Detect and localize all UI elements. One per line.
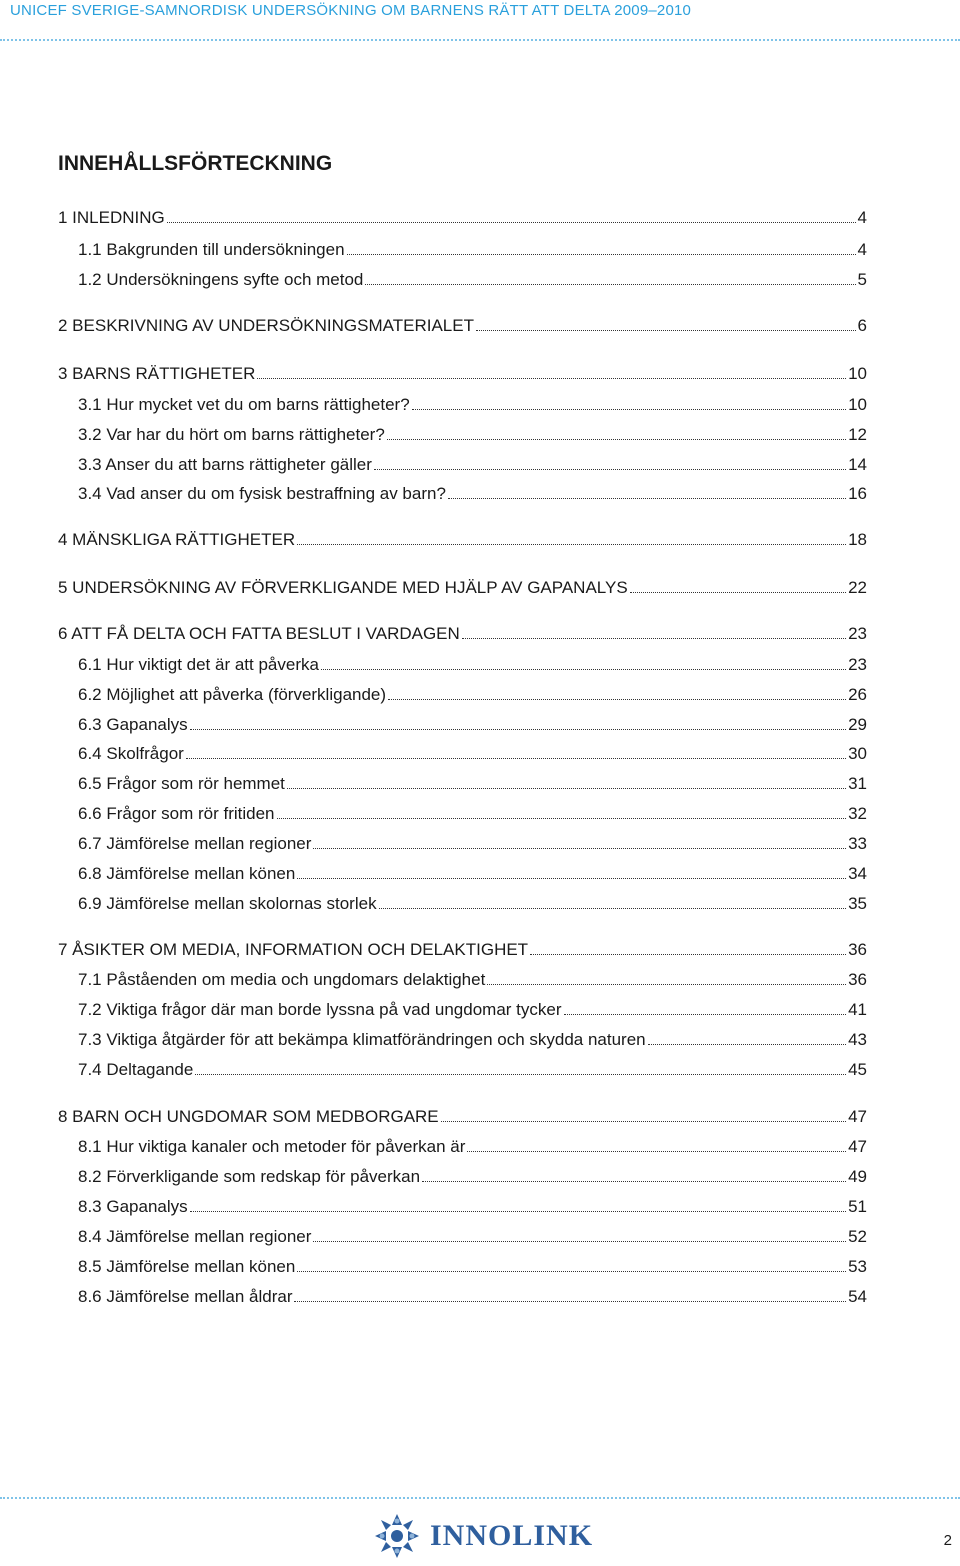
toc-entry[interactable]: 3.1 Hur mycket vet du om barns rättigheter? 10: [78, 393, 867, 417]
page-number: 2: [943, 1532, 952, 1549]
toc-page-number: 35: [848, 894, 867, 913]
toc-entry[interactable]: 7.1 Påståenden om media och ungdomars delaktighet 36: [78, 968, 867, 992]
toc-page-number: 52: [848, 1227, 867, 1246]
toc-page-number: 47: [848, 1137, 867, 1156]
toc-title: INNEHÅLLSFÖRTECKNING: [58, 152, 333, 175]
toc-page-number: 10: [848, 364, 867, 383]
toc-page-number: 14: [848, 455, 867, 474]
toc-entry[interactable]: 7 ÅSIKTER OM MEDIA, INFORMATION OCH DELAKTIGHET 36: [58, 938, 867, 962]
toc-page-number: 23: [848, 655, 867, 674]
toc-page-number: 32: [848, 804, 867, 823]
toc-entry[interactable]: 8.3 Gapanalys 51: [78, 1195, 867, 1219]
toc-page-number: 26: [848, 685, 867, 704]
toc-page-number: 4: [857, 240, 867, 259]
toc-entry[interactable]: 8.4 Jämförelse mellan regioner 52: [78, 1225, 867, 1249]
toc-page-number: 16: [848, 484, 867, 503]
toc-entry[interactable]: 6.7 Jämförelse mellan regioner 33: [78, 832, 867, 856]
toc-page-number: 51: [848, 1197, 867, 1216]
toc-entry[interactable]: 6.5 Frågor som rör hemmet 31: [78, 772, 867, 796]
toc-entry[interactable]: 6.6 Frågor som rör fritiden 32: [78, 802, 867, 826]
toc-entry[interactable]: 6.1 Hur viktigt det är att påverka 23: [78, 653, 867, 677]
toc-page-number: 29: [848, 715, 867, 734]
toc-page-number: 36: [848, 970, 867, 989]
toc-entry[interactable]: 3.4 Vad anser du om fysisk bestraffning av barn? 16: [78, 482, 867, 506]
toc-page-number: 22: [848, 578, 867, 597]
toc-entry[interactable]: 6.4 Skolfrågor 30: [78, 742, 867, 766]
toc-entry[interactable]: 7.2 Viktiga frågor där man borde lyssna på vad ungdomar tycker 41: [78, 998, 867, 1022]
innolink-logo-icon: [372, 1511, 422, 1561]
toc-page-number: 41: [848, 1000, 867, 1019]
toc-page-number: 10: [848, 395, 867, 414]
toc-entry[interactable]: 8.6 Jämförelse mellan åldrar 54: [78, 1285, 867, 1309]
toc-entry[interactable]: 8 BARN OCH UNGDOMAR SOM MEDBORGARE 47: [58, 1105, 867, 1129]
toc-page-number: 34: [848, 864, 867, 883]
toc-entry[interactable]: 6.8 Jämförelse mellan könen 34: [78, 862, 867, 886]
header-divider: [0, 39, 960, 41]
toc-entry[interactable]: 8.1 Hur viktiga kanaler och metoder för påverkan är 47: [78, 1135, 867, 1159]
toc-page-number: 12: [848, 425, 867, 444]
toc-entry[interactable]: 3.2 Var har du hört om barns rättigheter? 12: [78, 423, 867, 447]
toc-entry[interactable]: 5 UNDERSÖKNING AV FÖRVERKLIGANDE MED HJÄLP AV GAPANALYS 22: [58, 576, 867, 600]
toc-page-number: 36: [848, 940, 867, 959]
toc-entry[interactable]: 8.5 Jämförelse mellan könen 53: [78, 1255, 867, 1279]
toc-page-number: 49: [848, 1167, 867, 1186]
running-header: UNICEF SVERIGE-SAMNORDISK UNDERSÖKNING OM BARNENS RÄTT ATT DELTA 2009–2010: [10, 2, 692, 19]
toc-page-number: 53: [848, 1257, 867, 1276]
toc-entry[interactable]: 4 MÄNSKLIGA RÄTTIGHETER 18: [58, 528, 867, 552]
innolink-logo: [372, 1508, 593, 1564]
toc-entry[interactable]: 1.2 Undersökningens syfte och metod 5: [78, 268, 867, 292]
toc-entry[interactable]: 6 ATT FÅ DELTA OCH FATTA BESLUT I VARDAGEN 23: [58, 622, 867, 646]
toc-page-number: 30: [848, 744, 867, 763]
toc-entry[interactable]: 1 INLEDNING 4: [58, 206, 867, 230]
toc-entry[interactable]: 3 BARNS RÄTTIGHETER 10: [58, 362, 867, 386]
toc-entry[interactable]: 2 BESKRIVNING AV UNDERSÖKNINGSMATERIALET 6: [58, 314, 867, 338]
toc-page-number: 45: [848, 1060, 867, 1079]
toc-entry[interactable]: 8.2 Förverkligande som redskap för påverkan 49: [78, 1165, 867, 1189]
toc-entry[interactable]: 1.1 Bakgrunden till undersökningen 4: [78, 238, 867, 262]
toc-entry[interactable]: 6.3 Gapanalys 29: [78, 713, 867, 737]
toc-entry[interactable]: 6.2 Möjlighet att påverka (förverkligande) 26: [78, 683, 867, 707]
toc-page-number: 31: [848, 774, 867, 793]
toc-page-number: 43: [848, 1030, 867, 1049]
toc-page-number: 5: [857, 270, 867, 289]
toc-entry[interactable]: 7.3 Viktiga åtgärder för att bekämpa klimatförändringen och skydda naturen 43: [78, 1028, 867, 1052]
toc-page-number: 18: [848, 530, 867, 549]
toc-entry[interactable]: 7.4 Deltagande 45: [78, 1058, 867, 1082]
footer-divider: [0, 1497, 960, 1499]
toc-entry[interactable]: 6.9 Jämförelse mellan skolornas storlek 35: [78, 892, 867, 916]
toc-page-number: 54: [848, 1287, 867, 1306]
toc-page-number: 4: [857, 208, 867, 227]
toc-page-number: 33: [848, 834, 867, 853]
logo-wordmark: INNOLINK: [430, 1519, 594, 1552]
toc-page-number: 47: [848, 1107, 867, 1126]
toc-page-number: 6: [857, 316, 867, 335]
toc-entry[interactable]: 3.3 Anser du att barns rättigheter gäller 14: [78, 453, 867, 477]
toc-page-number: 23: [848, 624, 867, 643]
